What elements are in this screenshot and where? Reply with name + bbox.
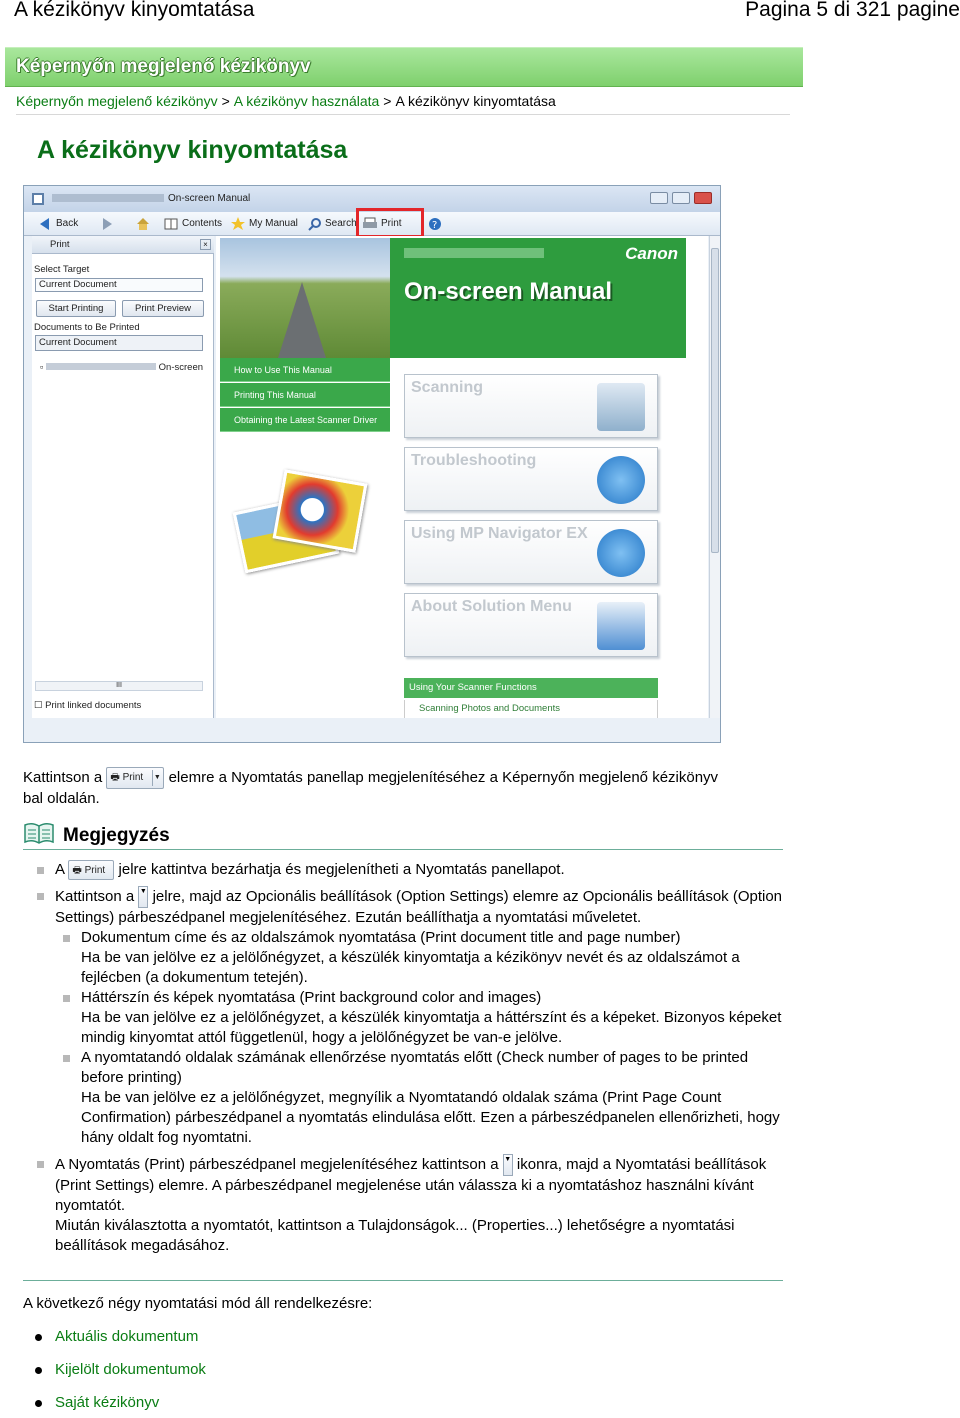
option-title: A nyomtatandó oldalak számának ellenőrzése nyomtatás előtt (Check number of pages to be printed before printing) — [81, 1049, 749, 1087]
star-icon — [231, 217, 245, 231]
note-header — [23, 822, 783, 850]
minimize-button[interactable] — [650, 192, 668, 204]
scrollbar-thumb[interactable] — [711, 248, 719, 553]
select-target-label: Select Target — [34, 264, 90, 275]
modes-intro: A következő négy nyomtatási mód áll rendelkezésre: — [23, 1295, 373, 1312]
print-panel-title: Print — [50, 239, 70, 250]
link-my-manual[interactable]: Saját kézikönyv — [55, 1394, 160, 1411]
note-item — [23, 860, 783, 880]
option-desc: Ha be van jelölve ez a jelölőnégyzet, a készülék kinyomtatja a kézikönyv nevét és az oldalszámot a fejlécben (a dokumentum tetején). — [81, 949, 740, 987]
close-icon[interactable]: × — [200, 239, 211, 250]
book-icon — [24, 822, 54, 844]
note-text: A — [55, 861, 65, 878]
hero-title: On-screen Manual — [404, 278, 613, 305]
forward-arrow-icon — [102, 218, 112, 230]
breadcrumb-divider — [16, 114, 790, 115]
print-label: Print — [84, 865, 106, 877]
option-desc: Ha be van jelölve ez a jelölőnégyzet, a készülék kinyomtatja a háttérszínt és a képeket. Bizonyos képeket mindig kinyomtat attól függetlenül, hogy a jelölőnégyzet be van-e jelölve. — [81, 1009, 782, 1047]
chevron-down-icon: ▼ — [152, 770, 161, 786]
note-divider — [23, 1280, 783, 1281]
note-text: jelre, majd az Opcionális beállítások (Option Settings) elemre az Opcionális beállítások (Option Settings) párbeszédpanel megjelenítéséhez. Ezután beállíthatja a nyomtatási műveletet. — [55, 888, 783, 927]
note-text: Miután kiválasztotta a nyomtatót, kattintson a Tulajdonságok... (Properties...) lehetőségre a nyomtatási beállítások megadásához. — [55, 1217, 735, 1255]
manual-content — [216, 236, 708, 718]
note-list — [23, 860, 783, 1262]
note-item — [23, 1154, 783, 1256]
print-button[interactable]: Print — [381, 218, 402, 229]
note-text: jelre kattintva bezárhatja és megjelenítheti a Nyomtatás panellapot. — [118, 861, 565, 878]
option-item — [55, 988, 783, 1048]
scanner-icon — [597, 383, 645, 431]
nav-how-to-use[interactable]: How to Use This Manual — [220, 358, 390, 382]
close-button[interactable] — [694, 192, 712, 204]
breadcrumb-separator: > — [221, 93, 230, 109]
dropdown-arrow-icon: ▼ — [138, 886, 148, 908]
manual-banner — [5, 47, 803, 87]
card-scanning[interactable]: Scanning — [404, 374, 658, 438]
navigator-icon — [597, 529, 645, 577]
print-preview-button[interactable]: Print Preview — [122, 300, 204, 317]
print-button-image — [106, 767, 164, 789]
svg-text:?: ? — [432, 220, 438, 231]
search-icon — [308, 217, 322, 231]
doc-title: A kézikönyv kinyomtatása — [14, 0, 255, 21]
printer-icon: 🖶 — [110, 772, 120, 783]
banner-title: Képernyőn megjelenő kézikönyv — [16, 56, 311, 77]
instruction-text: Kattintson a — [23, 768, 103, 786]
page-title: A kézikönyv kinyomtatása — [37, 136, 348, 164]
print-button-highlight — [356, 208, 424, 238]
docs-to-print-label: Documents to Be Printed — [34, 322, 140, 333]
print-label: Print — [122, 772, 144, 783]
photo-flower — [273, 469, 368, 553]
search-button[interactable]: Search — [325, 218, 357, 229]
note-text: ikonra, majd a Nyomtatási beállítások (Print Settings) elemre. A párbeszédpanel megjelenése után válassza ki a nyomtatáshoz használni kívánt nyomtatót. — [55, 1156, 767, 1215]
my-manual-button[interactable]: My Manual — [249, 218, 298, 229]
breadcrumb — [16, 93, 556, 109]
solution-menu-icon — [597, 602, 645, 650]
blurred-model-name — [404, 248, 544, 258]
breadcrumb-link-manual[interactable]: Képernyőn megjelenő kézikönyv — [16, 93, 218, 109]
option-item — [55, 1048, 783, 1148]
contents-icon — [164, 217, 178, 231]
docs-list-header: Current Document — [35, 335, 203, 351]
card-solution-menu[interactable]: About Solution Menu — [404, 593, 658, 657]
list-item — [30, 1361, 206, 1394]
breadcrumb-separator: > — [383, 93, 392, 109]
back-button[interactable]: Back — [56, 218, 79, 229]
manual-screenshot — [23, 185, 721, 743]
doc-list-item[interactable]: ▫ On-screen — [40, 362, 204, 373]
nav-scanner-driver[interactable]: Obtaining the Latest Scanner Driver — [220, 408, 390, 432]
instruction-text: bal oldalán. — [23, 790, 100, 807]
page-header — [0, 0, 960, 24]
window-title: On-screen Manual — [168, 193, 251, 204]
option-list — [55, 928, 783, 1148]
option-title: Dokumentum címe és az oldalszámok nyomtatása (Print document title and page number) — [81, 929, 681, 947]
note-item — [23, 886, 783, 1148]
maximize-button[interactable] — [672, 192, 690, 204]
card-mp-navigator[interactable]: Using MP Navigator EX — [404, 520, 658, 584]
app-icon — [31, 192, 45, 206]
printer-icon: 🖶 — [72, 865, 82, 877]
road-image — [220, 238, 390, 358]
breadcrumb-link-usage[interactable]: A kézikönyv használata — [233, 93, 380, 109]
list-item — [30, 1394, 206, 1418]
nav-printing-manual[interactable]: Printing This Manual — [220, 383, 390, 407]
blurred-product-name — [52, 194, 164, 202]
instruction-text: elemre a Nyomtatás panellap megjelenítéséhez a Képernyőn megjelenő kézikönyv — [168, 768, 719, 786]
note-text: Kattintson a — [55, 888, 135, 905]
vertical-scrollbar[interactable] — [709, 236, 720, 718]
help-icon — [428, 217, 442, 231]
question-icon — [597, 456, 645, 504]
note-title: Megjegyzés — [63, 825, 170, 846]
page-indicator: Pagina 5 di 321 pagine — [745, 0, 960, 21]
target-select[interactable]: Current Document — [35, 278, 203, 292]
option-item — [55, 928, 783, 988]
brand-logo: Canon — [625, 244, 678, 263]
print-panel — [32, 236, 214, 718]
link-current-document[interactable]: Aktuális dokumentum — [55, 1328, 199, 1345]
print-modes-list — [30, 1328, 206, 1418]
home-icon — [136, 217, 150, 231]
option-title: Háttérszín és képek nyomtatása (Print background color and images) — [81, 989, 542, 1007]
photos-image — [238, 476, 358, 560]
manual-hero — [220, 238, 686, 358]
dropdown-arrow-icon: ▼ — [503, 1154, 513, 1176]
horizontal-scrollbar[interactable]: III — [35, 681, 203, 691]
back-arrow-icon — [40, 218, 50, 230]
note-text: A Nyomtatás (Print) párbeszédpanel megjelenítéséhez kattintson a — [55, 1156, 499, 1173]
link-selected-documents[interactable]: Kijelölt dokumentumok — [55, 1361, 206, 1378]
print-linked-checkbox[interactable]: ☐ Print linked documents — [34, 700, 142, 711]
print-panel-header — [32, 236, 214, 254]
contents-button[interactable]: Contents — [182, 218, 223, 229]
card-troubleshooting[interactable]: Troubleshooting — [404, 447, 658, 511]
list-item — [30, 1328, 206, 1361]
option-desc: Ha be van jelölve ez a jelölőnégyzet, megnyílik a Nyomtatandó oldalak száma (Print Page Count Confirmation) párbeszédpanel a nyomtatás elindulása előtt. Ezen a párbeszédpanelen ellenőrizheti, hogy hány oldalt fog nyomtatni. — [81, 1089, 780, 1147]
start-printing-button[interactable]: Start Printing — [36, 300, 116, 317]
scanner-functions-header: Using Your Scanner Functions — [404, 678, 658, 698]
scanning-photos-link[interactable]: Scanning Photos and Documents — [404, 700, 658, 718]
instruction-paragraph — [23, 767, 783, 809]
breadcrumb-current: A kézikönyv kinyomtatása — [395, 93, 556, 109]
print-button-image — [68, 860, 114, 880]
